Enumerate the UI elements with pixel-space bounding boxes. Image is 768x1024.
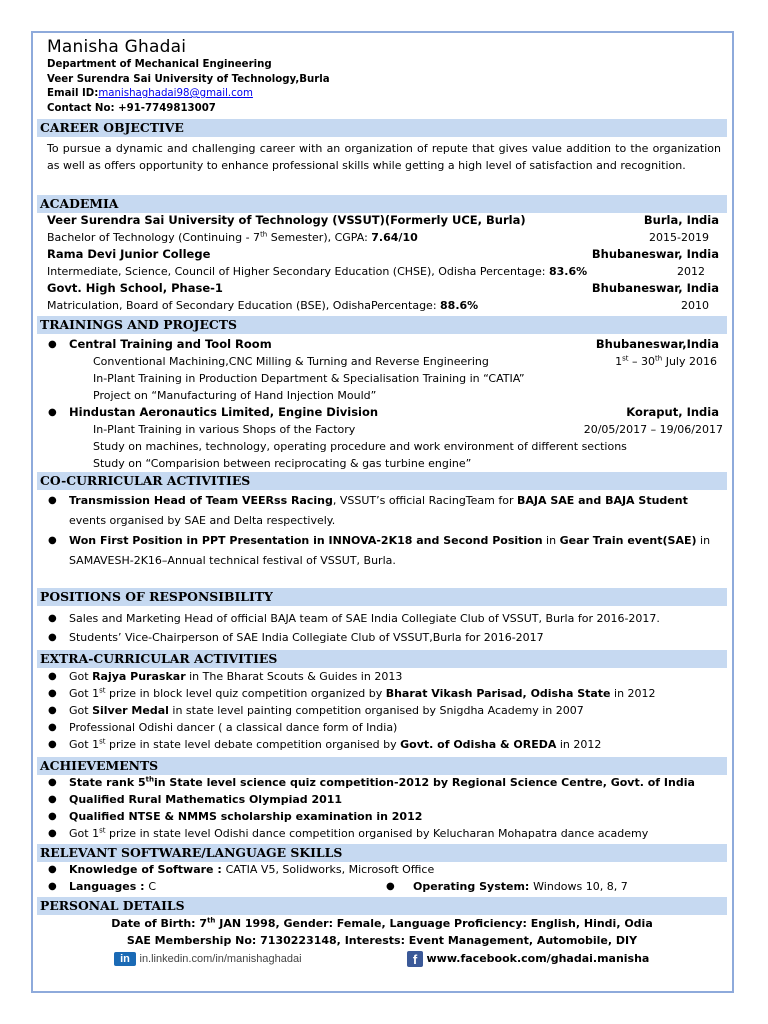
section-extra-curricular: EXTRA-CURRICULAR ACTIVITIES bbox=[37, 650, 727, 668]
plain-text: in 2012 bbox=[556, 738, 602, 751]
plain-text: Got bbox=[69, 670, 93, 683]
bullet-icon: ● bbox=[48, 881, 57, 892]
training-detail: In-Plant Training in Production Department & Specialisation Training in “CATIA” bbox=[93, 372, 525, 385]
training-detail: Study on “Comparision between reciprocating & gas turbine engine” bbox=[93, 457, 472, 470]
academia-detail bbox=[47, 229, 418, 246]
linkedin-icon: in bbox=[114, 952, 136, 966]
extra-text bbox=[69, 736, 601, 753]
bold-text: Rajya Puraskar bbox=[92, 670, 186, 683]
resume bbox=[37, 36, 727, 986]
header bbox=[47, 36, 330, 116]
position-item bbox=[37, 609, 727, 628]
bullet-icon: ● bbox=[48, 632, 57, 643]
date-sup: th bbox=[655, 354, 663, 363]
label-text: Operating System: bbox=[413, 880, 534, 893]
academia-year: 2010 bbox=[681, 299, 709, 312]
training-location: Bhubaneswar,India bbox=[595, 337, 719, 351]
academia-detail-row bbox=[37, 229, 727, 246]
position-item bbox=[37, 628, 727, 647]
achievement-text: Qualified Rural Mathematics Olympiad 2011 bbox=[69, 793, 343, 806]
plain-text: prize in block level quiz competition organized by bbox=[105, 687, 386, 700]
bullet-icon: ● bbox=[48, 811, 57, 822]
bold-text: Date of Birth: 7 bbox=[111, 917, 208, 930]
position-text: Students’ Vice-Chairperson of SAE India Collegiate Club of VSSUT,Burla for 2016-2017 bbox=[69, 631, 544, 644]
date-text: 1 bbox=[615, 355, 623, 368]
training-name: Hindustan Aeronautics Limited, Engine Division bbox=[69, 405, 379, 419]
section-trainings: TRAININGS AND PROJECTS bbox=[37, 316, 727, 334]
sup-text: st bbox=[99, 737, 106, 746]
academia-detail-row bbox=[37, 263, 727, 280]
training-row bbox=[37, 404, 727, 421]
section-career-objective: CAREER OBJECTIVE bbox=[37, 119, 727, 137]
personal-line bbox=[37, 915, 727, 932]
institution-location: Bhubaneswar, India bbox=[591, 247, 719, 261]
academia-row bbox=[37, 246, 727, 263]
bullet-icon: ● bbox=[48, 671, 57, 682]
training-detail: Study on machines, technology, operating procedure and work environment of different sections bbox=[93, 440, 627, 453]
software-list bbox=[37, 861, 727, 895]
training-date bbox=[615, 353, 717, 370]
section-achievements: ACHIEVEMENTS bbox=[37, 757, 727, 775]
sup-text: st bbox=[99, 686, 106, 695]
achievement-item bbox=[37, 808, 727, 825]
achievement-item bbox=[37, 791, 727, 808]
academia-list bbox=[37, 212, 727, 314]
extra-item bbox=[37, 702, 727, 719]
university: Veer Surendra Sai University of Technology,Burla bbox=[47, 73, 330, 85]
bold-text: State rank 5 bbox=[69, 776, 146, 789]
date-sup: st bbox=[622, 354, 629, 363]
extra-curricular-list bbox=[37, 668, 727, 753]
cgpa-value: 7.64/10 bbox=[371, 231, 418, 244]
training-line bbox=[37, 438, 727, 455]
detail-text: Matriculation, Board of Secondary Education (BSE), OdishaPercentage: bbox=[47, 299, 441, 312]
bold-text: Bharat Vikash Parisad, Odisha State bbox=[385, 687, 611, 700]
training-detail: Conventional Machining,CNC Milling & Turning and Reverse Engineering bbox=[93, 355, 489, 368]
plain-text: Got bbox=[69, 704, 93, 717]
academia-year: 2012 bbox=[677, 265, 705, 278]
bold-text: Gear Train event(SAE) bbox=[559, 534, 697, 547]
bullet-icon: ● bbox=[48, 864, 57, 875]
co-curricular-continuation bbox=[37, 511, 727, 531]
academia-detail bbox=[47, 263, 587, 280]
label-text: Languages : bbox=[69, 880, 149, 893]
software-item bbox=[37, 861, 727, 878]
bullet-icon: ● bbox=[48, 777, 57, 788]
personal-text bbox=[37, 915, 727, 932]
plain-text: in bbox=[696, 534, 711, 547]
bullet-icon: ● bbox=[48, 339, 57, 350]
training-line bbox=[37, 370, 727, 387]
academia-detail-row bbox=[37, 297, 727, 314]
section-personal-details: PERSONAL DETAILS bbox=[37, 897, 727, 915]
training-line bbox=[37, 421, 727, 438]
detail-text: Semester), CGPA: bbox=[267, 231, 372, 244]
training-row bbox=[37, 336, 727, 353]
institution-name: Veer Surendra Sai University of Technology (VSSUT)(Formerly UCE, Burla) bbox=[47, 213, 526, 227]
academia-year: 2015-2019 bbox=[649, 231, 709, 244]
label-text: Knowledge of Software : bbox=[69, 863, 226, 876]
contact-number: Contact No: +91-7749813007 bbox=[47, 102, 216, 114]
facebook-icon: f bbox=[407, 951, 423, 967]
bullet-icon: ● bbox=[48, 794, 57, 805]
plain-text: prize in state level debate competition organised by bbox=[105, 738, 401, 751]
co-curricular-list bbox=[37, 491, 727, 571]
achievement-item bbox=[37, 774, 727, 791]
academia-row bbox=[37, 212, 727, 229]
bullet-icon: ● bbox=[48, 828, 57, 839]
section-co-curricular: CO-CURRICULAR ACTIVITIES bbox=[37, 472, 727, 490]
co-curricular-text: SAMAVESH-2K16–Annual technical festival of VSSUT, Burla. bbox=[69, 554, 396, 567]
value-text: CATIA V5, Solidworks, Microsoft Office bbox=[225, 863, 435, 876]
sup-text: th bbox=[145, 775, 154, 784]
plain-text: prize in state level Odishi dance competition organised by Kelucharan Mohapatra dance academy bbox=[105, 827, 649, 840]
training-location: Koraput, India bbox=[626, 405, 719, 419]
extra-text bbox=[69, 685, 656, 702]
bullet-icon: ● bbox=[48, 739, 57, 750]
email-label: Email ID: bbox=[47, 88, 99, 99]
plain-text: Got 1 bbox=[69, 687, 100, 700]
bullet-icon: ● bbox=[48, 722, 57, 733]
institution-location: Burla, India bbox=[643, 213, 719, 227]
bullet-icon: ● bbox=[48, 407, 57, 418]
bullet-icon: ● bbox=[48, 688, 57, 699]
extra-item bbox=[37, 719, 727, 736]
academia-row bbox=[37, 280, 727, 297]
email-link[interactable]: manishaghadai98@gmail.com bbox=[98, 88, 253, 99]
plain-text: , VSSUT’s official RacingTeam for bbox=[332, 494, 517, 507]
plain-text: in 2012 bbox=[610, 687, 656, 700]
training-line bbox=[37, 387, 727, 404]
training-date: 20/05/2017 – 19/06/2017 bbox=[583, 423, 723, 436]
personal-text: SAE Membership No: 7130223148, Interests: Event Management, Automobile, DIY bbox=[126, 934, 638, 947]
training-detail: In-Plant Training in various Shops of the Factory bbox=[93, 423, 356, 436]
co-curricular-text bbox=[69, 531, 710, 551]
linkedin-url: in.linkedin.com/in/manishaghadai bbox=[139, 953, 302, 965]
institution-location: Bhubaneswar, India bbox=[591, 281, 719, 295]
bold-text: BAJA SAE and BAJA Student bbox=[517, 494, 688, 507]
co-curricular-text bbox=[69, 491, 688, 511]
bold-text: Govt. of Odisha & OREDA bbox=[400, 738, 557, 751]
co-curricular-item bbox=[37, 491, 727, 511]
bold-text: Silver Medal bbox=[92, 704, 169, 717]
achievement-text bbox=[69, 774, 695, 791]
plain-text: in bbox=[542, 534, 560, 547]
detail-text: Bachelor of Technology (Continuing - 7 bbox=[47, 231, 261, 244]
email-line bbox=[47, 87, 330, 102]
bold-text: in State level science quiz competition-2012 by Regional Science Centre, Govt. of India bbox=[153, 776, 695, 789]
linkedin-link[interactable] bbox=[114, 949, 302, 969]
section-positions: POSITIONS OF RESPONSIBILITY bbox=[37, 588, 727, 606]
software-text bbox=[69, 878, 156, 895]
achievement-item bbox=[37, 825, 727, 842]
extra-text: Professional Odishi dancer ( a classical dance form of India) bbox=[69, 721, 398, 734]
extra-item bbox=[37, 685, 727, 702]
bold-text: JAN 1998, Gender: Female, Language Proficiency: English, Hindi, Odia bbox=[215, 917, 653, 930]
institution-name: Govt. High School, Phase-1 bbox=[47, 281, 223, 295]
achievement-text bbox=[69, 825, 648, 842]
candidate-name: Manisha Ghadai bbox=[47, 37, 187, 57]
sup-text: st bbox=[99, 826, 106, 835]
extra-item bbox=[37, 736, 727, 753]
plain-text: in state level painting competition organised by Snigdha Academy in 2007 bbox=[168, 704, 584, 717]
training-name: Central Training and Tool Room bbox=[69, 337, 272, 351]
personal-details bbox=[37, 915, 727, 969]
date-text: – 30 bbox=[628, 355, 656, 368]
date-text: July 2016 bbox=[662, 355, 717, 368]
trainings-list bbox=[37, 336, 727, 472]
bullet-icon: ● bbox=[48, 495, 57, 506]
section-academia: ACADEMIA bbox=[37, 195, 727, 213]
bullet-icon: ● bbox=[48, 535, 57, 546]
plain-text: Got 1 bbox=[69, 738, 100, 751]
personal-line bbox=[37, 932, 727, 949]
section-software-skills: RELEVANT SOFTWARE/LANGUAGE SKILLS bbox=[37, 844, 727, 862]
social-links bbox=[37, 949, 727, 969]
extra-text bbox=[69, 668, 402, 685]
software-text bbox=[413, 878, 628, 895]
co-curricular-continuation bbox=[37, 551, 727, 571]
plain-text: in The Bharat Scouts & Guides in 2013 bbox=[185, 670, 403, 683]
value-text: C bbox=[148, 880, 157, 893]
position-text: Sales and Marketing Head of official BAJA team of SAE India Collegiate Club of VSSUT, Burla for 2016-2017. bbox=[69, 612, 660, 625]
plain-text: Got 1 bbox=[69, 827, 100, 840]
training-line bbox=[37, 455, 727, 472]
detail-sup: th bbox=[260, 230, 268, 239]
career-objective-text: To pursue a dynamic and challenging career with an organization of repute that gives value addition to the organization as well as offers opportunity to enhance professional skills while getting a high level of satisfaction and recognition. bbox=[47, 142, 721, 172]
value-text: Windows 10, 8, 7 bbox=[533, 880, 628, 893]
bullet-icon: ● bbox=[48, 705, 57, 716]
percentage-value: 83.6% bbox=[548, 265, 588, 278]
bullet-icon: ● bbox=[48, 613, 57, 624]
bold-text: Transmission Head of Team VEERss Racing bbox=[69, 494, 333, 507]
detail-text: Intermediate, Science, Council of Higher Secondary Education (CHSE), Odisha Percentage: bbox=[47, 265, 549, 278]
achievements-list bbox=[37, 774, 727, 842]
training-detail: Project on “Manufacturing of Hand Injection Mould” bbox=[93, 389, 377, 402]
co-curricular-item bbox=[37, 531, 727, 551]
extra-item bbox=[37, 668, 727, 685]
department: Department of Mechanical Engineering bbox=[47, 59, 272, 70]
bold-text: Won First Position in PPT Presentation in INNOVA-2K18 and Second Position bbox=[69, 534, 543, 547]
co-curricular-text: events organised by SAE and Delta respectively. bbox=[69, 514, 336, 527]
software-item bbox=[37, 878, 727, 895]
institution-name: Rama Devi Junior College bbox=[47, 247, 211, 261]
training-line bbox=[37, 353, 727, 370]
extra-text bbox=[69, 702, 584, 719]
bullet-icon: ● bbox=[386, 881, 395, 892]
facebook-link[interactable] bbox=[407, 949, 649, 969]
facebook-url: www.facebook.com/ghadai.manisha bbox=[426, 952, 650, 965]
achievement-text: Qualified NTSE & NMMS scholarship examination in 2012 bbox=[69, 810, 423, 823]
software-text bbox=[69, 861, 434, 878]
percentage-value: 88.6% bbox=[440, 299, 479, 312]
academia-detail bbox=[47, 297, 478, 314]
positions-list bbox=[37, 609, 727, 647]
sup-text: th bbox=[207, 916, 216, 925]
